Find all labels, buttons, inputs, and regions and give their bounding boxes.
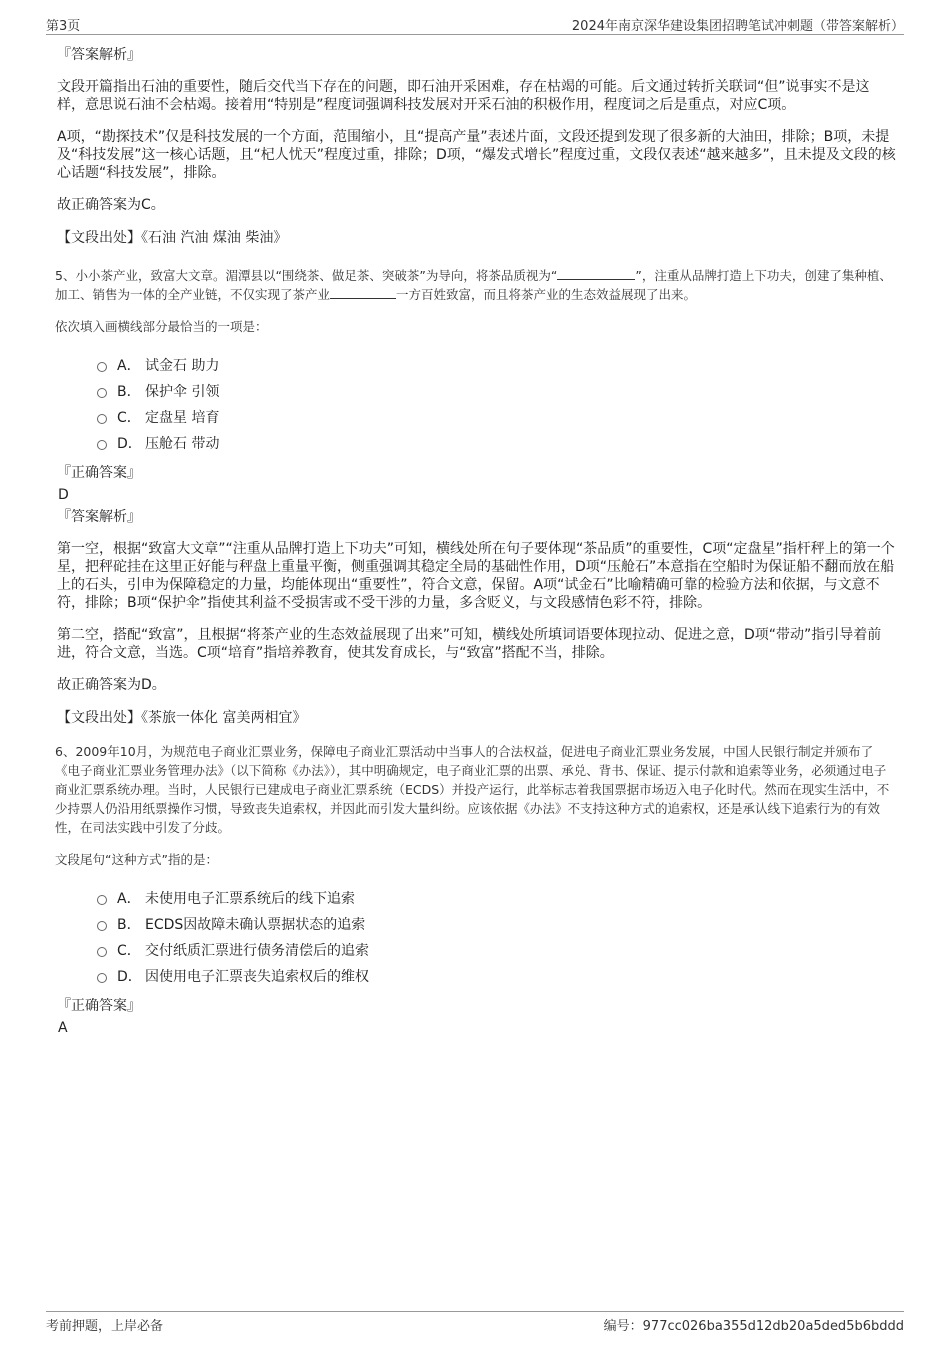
radio-button[interactable]	[97, 973, 107, 983]
analysis-paragraph: 第二空，搭配“致富”，且根据“将茶产业的生态效益展现了出来”可知，横线处所填词语要体现拉动、促进之意，D项“带动”指引导着前进，符合文意，当选。C项“培育”指培养教育，使其发育成长，与“致富”搭配不当，排除。	[57, 627, 882, 661]
page-number: 第3页	[46, 19, 81, 34]
analysis-paragraph: 第一空，根据“致富大文章”“注重从品牌打造上下功夫”可知，横线处所在句子要体现“茶品质”的重要性，C项“定盘星”指杆秤上的第一个星，把秤砣挂在这里正好能与秤盘上重量平衡，侧重强调其稳定全局的基础性作用，D项“压舱石”本意指在空船时为保证船不翻而放在船上的石头，引申为保障稳定的力量，均能体现出“重要性”，符合文意，保留。A项“试金石”比喻精确可靠的检验方法和依据，与文意不符，排除；B项“保护伞”指使其利益不受损害或不受干涉的力量，多含贬义，与文段感情色彩不符，排除。	[57, 541, 895, 611]
option-b[interactable]: B． 保护伞 引领	[97, 378, 897, 404]
radio-button[interactable]	[97, 895, 107, 905]
question-5-text: 5、小小茶产业，致富大文章。湄潭县以“围绕茶、做足茶、突破茶”为导向，将茶品质视为“ ”，注重从品牌打造上下功夫，创建了集种植、加工、销售为一体的全产业链，不仅实现了茶产业 一方百姓致富，而且将茶产业的生态效益展现了出来。	[55, 268, 892, 302]
radio-button[interactable]	[97, 388, 107, 398]
radio-button[interactable]	[97, 947, 107, 957]
page-header	[46, 14, 904, 35]
analysis-conclusion: 故正确答案为C。	[57, 197, 165, 213]
document-title: 2024年南京深华建设集团招聘笔试冲刺题（带答案解析）	[571, 19, 904, 34]
radio-button[interactable]	[97, 414, 107, 424]
analysis-paragraph: A项，“勘探技术”仅是科技发展的一个方面，范围缩小，且“提高产量”表述片面，文段还提到发现了很多新的大油田，排除；B项，未提及“科技发展”这一核心话题，且“杞人忧天”程度过重，排除；D项，“爆发式增长”程度过重，文段仅表述“越来越多”，且未提及文段的核心话题“科技发展”，排除。	[57, 129, 896, 181]
analysis-label: 『答案解析』	[57, 509, 141, 525]
source-citation: 【文段出处】《石油 汽油 煤油 柴油》	[57, 230, 288, 246]
question-6-prompt: 文段尾句“这种方式”指的是：	[55, 852, 218, 867]
option-d[interactable]: D． 因使用电子汇票丧失追索权后的维权	[97, 963, 897, 989]
option-a[interactable]: A． 试金石 助力	[97, 352, 897, 378]
correct-answer: A	[58, 1020, 68, 1036]
analysis-label: 『答案解析』	[57, 47, 141, 63]
option-c[interactable]: C． 交付纸质汇票进行债务清偿后的追索	[97, 937, 897, 963]
correct-answer-label: 『正确答案』	[57, 465, 141, 481]
footer-slogan: 考前押题，上岸必备	[46, 1319, 164, 1334]
question-6-options	[97, 885, 897, 989]
option-d[interactable]: D． 压舱石 带动	[97, 430, 897, 456]
document-id: 编号：977cc026ba355d12db20a5ded5b6bddd	[603, 1319, 904, 1334]
analysis-conclusion: 故正确答案为D。	[57, 677, 166, 693]
option-c[interactable]: C． 定盘星 培育	[97, 404, 897, 430]
blank-line	[330, 286, 396, 299]
question-5-prompt: 依次填入画横线部分最恰当的一项是：	[55, 319, 268, 334]
blank-line	[557, 267, 635, 280]
question-6-text: 6、2009年10月，为规范电子商业汇票业务，保障电子商业汇票活动中当事人的合法权益，促进电子商业汇票业务发展，中国人民银行制定并颁布了《电子商业汇票业务管理办法》（以下简称《办法》），其中明确规定，电子商业汇票的出票、承兑、背书、保证、提示付款和追索等业务，必须通过电子商业汇票系统办理。当时，人民银行已建成电子商业汇票系统（ECDS）并投产运行，此举标志着我国票据市场迈入电子化时代。然而在现实生活中，不少持票人仍沿用纸票操作习惯，导致丧失追索权，并因此而引发大量纠纷。应该依据《办法》不支持这种方式的追索权，还是承认线下追索行为的有效性，在司法实践中引发了分歧。	[55, 744, 890, 835]
page-footer	[46, 1311, 904, 1334]
page-content	[57, 44, 897, 1039]
radio-button[interactable]	[97, 921, 107, 931]
source-citation: 【文段出处】《茶旅一体化 富美两相宜》	[57, 710, 307, 726]
option-a[interactable]: A． 未使用电子汇票系统后的线下追索	[97, 885, 897, 911]
question-5-options	[97, 352, 897, 456]
correct-answer-label: 『正确答案』	[57, 998, 141, 1014]
correct-answer: D	[58, 487, 69, 503]
radio-button[interactable]	[97, 362, 107, 372]
option-b[interactable]: B． ECDS因故障未确认票据状态的追索	[97, 911, 897, 937]
analysis-paragraph: 文段开篇指出石油的重要性，随后交代当下存在的问题，即石油开采困难，存在枯竭的可能。后文通过转折关联词“但”说事实不是这样，意思说石油不会枯竭。接着用“特别是”程度词强调科技发展对开采石油的积极作用，程度词之后是重点，对应C项。	[57, 79, 870, 113]
radio-button[interactable]	[97, 440, 107, 450]
